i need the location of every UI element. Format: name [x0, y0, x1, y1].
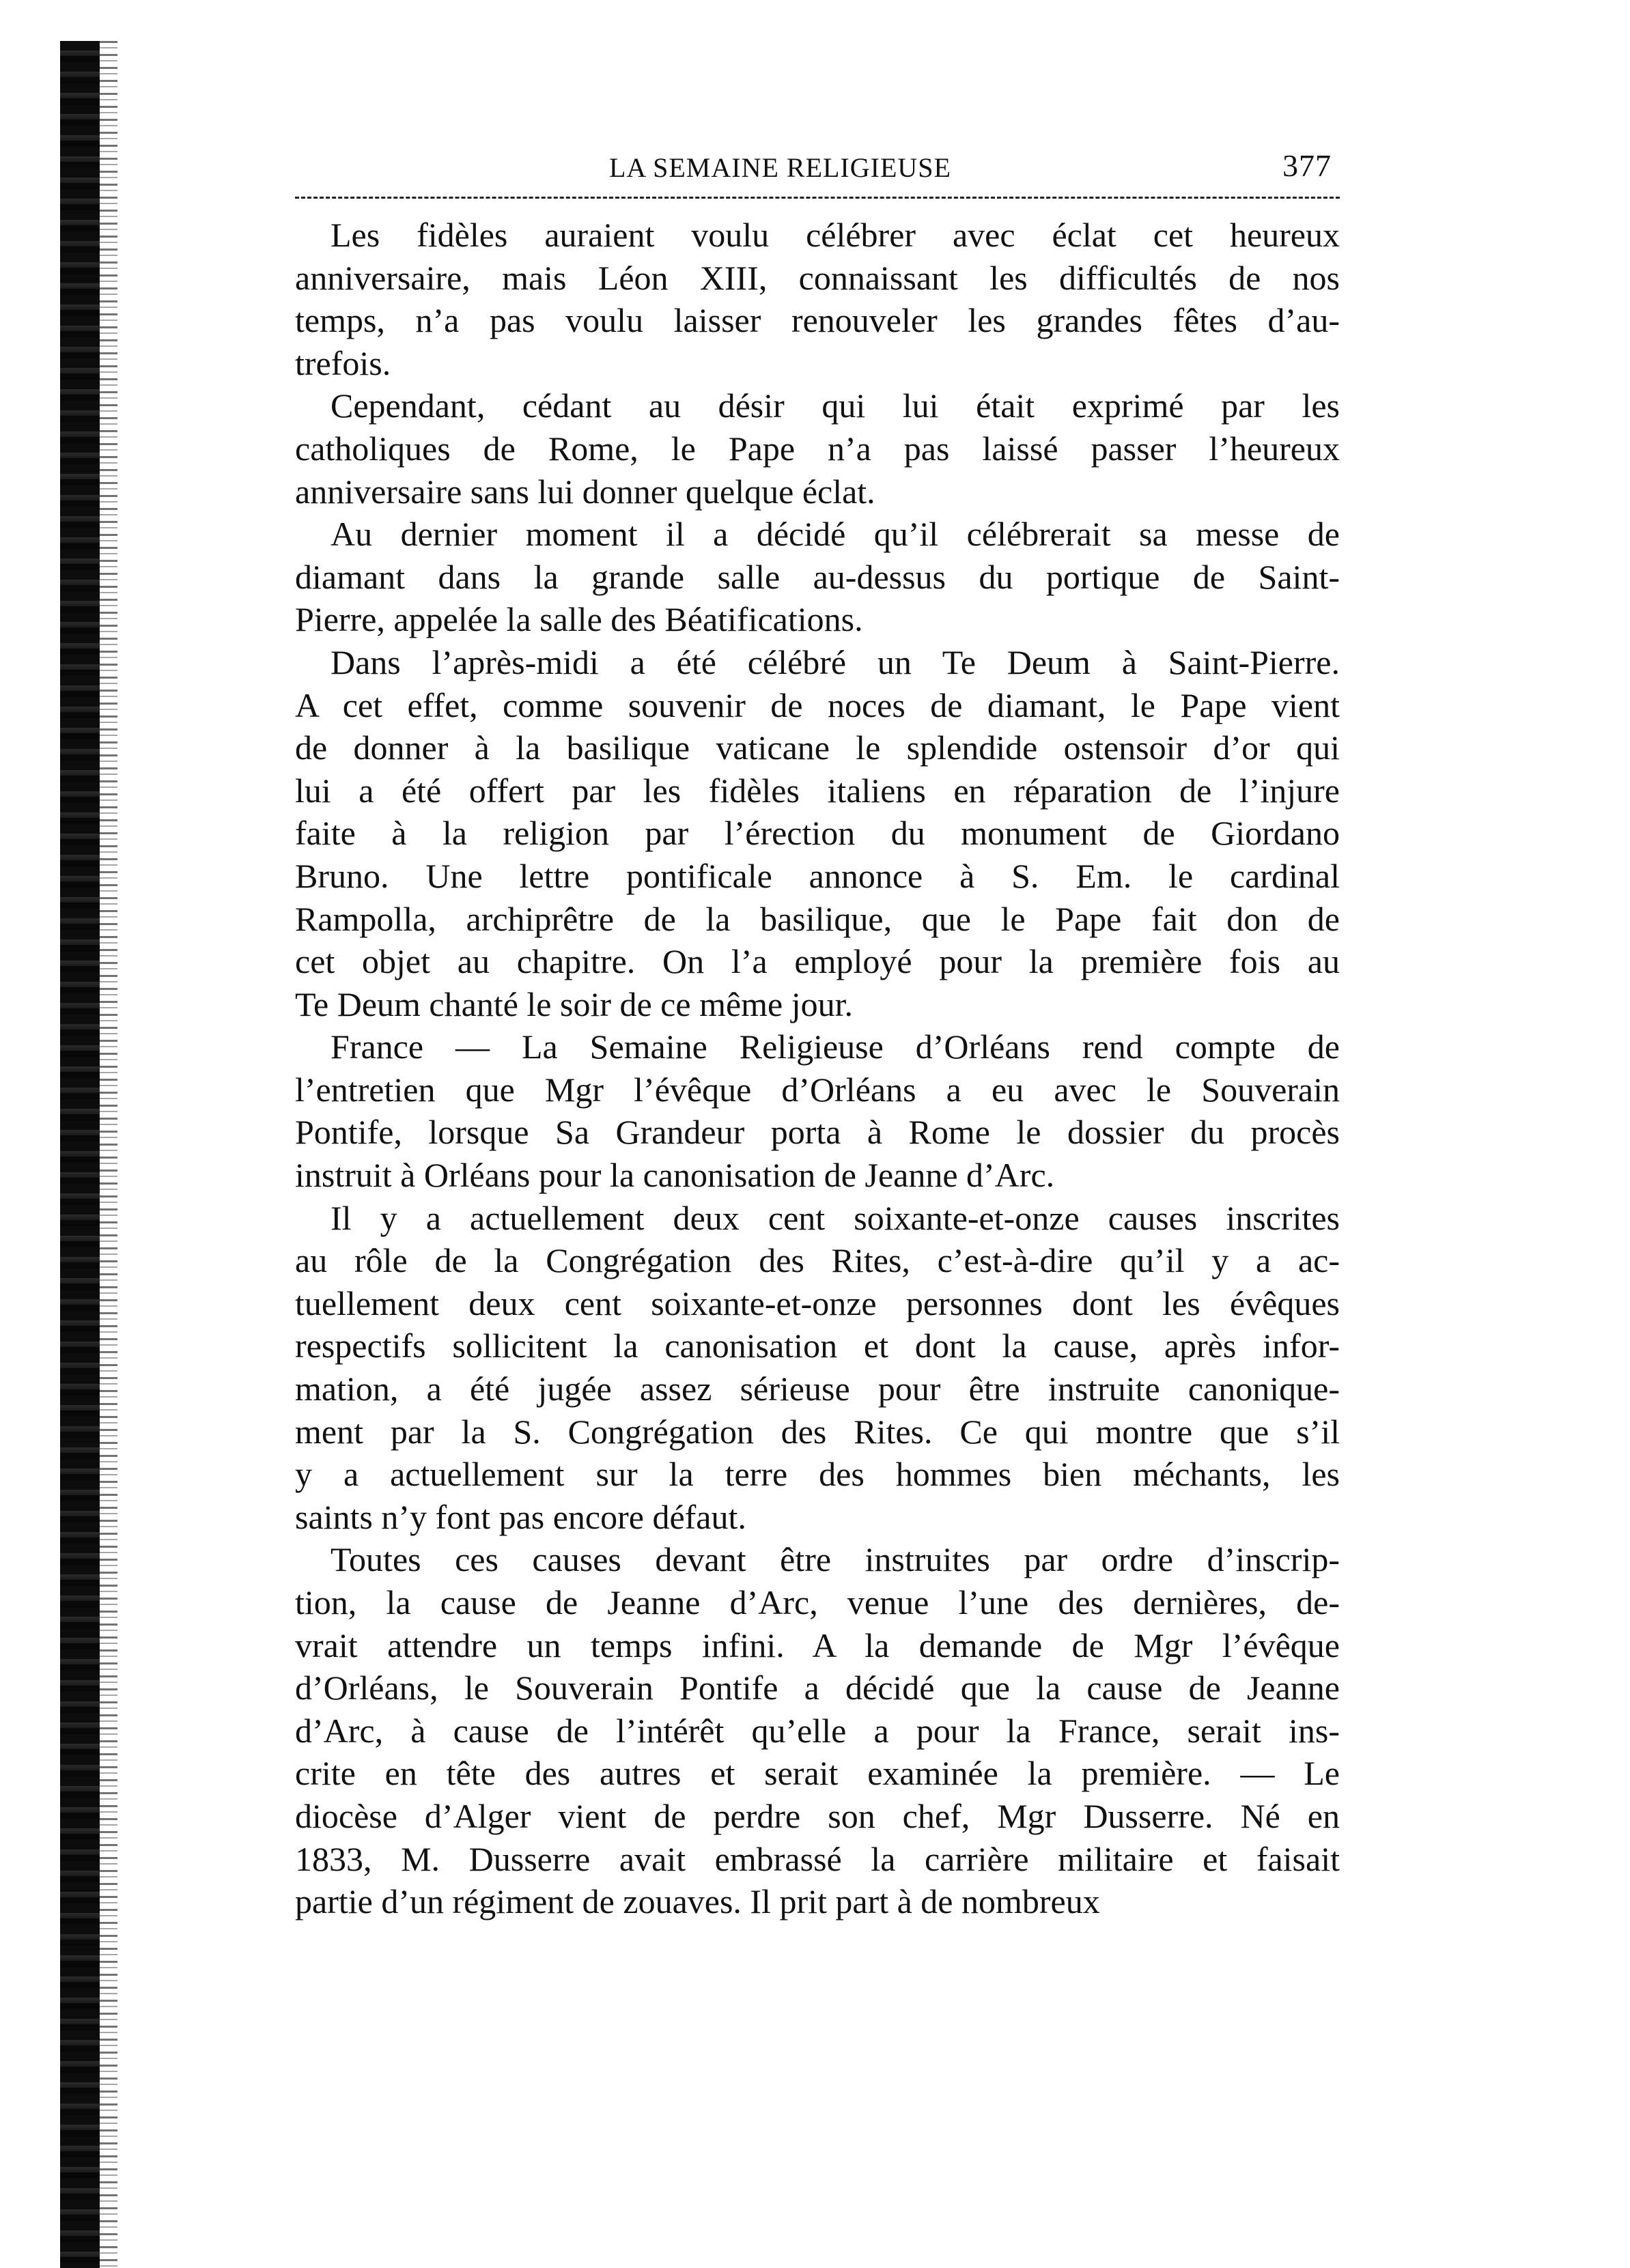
text-line: tion, la cause de Jeanne d’Arc, venue l’une des dernières, de-: [295, 1583, 1340, 1621]
paragraph: [295, 641, 1340, 1025]
header-rule: [295, 197, 1340, 199]
text-line: saints n’y font pas encore défaut.: [295, 1497, 746, 1536]
text-line: ment par la S. Congrégation des Rites. Ce qui montre que s’il: [295, 1412, 1340, 1451]
text-line: Dans l’après-midi a été célébré un Te Deum à Saint-Pierre.: [331, 642, 1340, 681]
text-line: partie d’un régiment de zouaves. Il prit part à de nombreux: [295, 1882, 1100, 1921]
paragraph: [295, 1538, 1340, 1923]
text-line: Bruno. Une lettre pontificale annonce à S. Em. le cardinal: [295, 856, 1340, 895]
text-line: faite à la religion par l’érection du monument de Giordano: [295, 814, 1340, 853]
text-line: d’Orléans, le Souverain Pontife a décidé que la cause de Jeanne: [295, 1669, 1340, 1707]
text-line: d’Arc, à cause de l’intérêt qu’elle a pour la France, serait ins-: [295, 1711, 1340, 1750]
text-line: France — La Semaine Religieuse d’Orléans rend compte de: [331, 1027, 1340, 1066]
text-line: A cet effet, comme souvenir de noces de diamant, le Pape vient: [295, 685, 1340, 724]
page-binding-edge: [60, 41, 100, 2268]
text-line: au rôle de la Congrégation des Rites, c’est-à-dire qu’il y a ac-: [295, 1241, 1340, 1280]
text-line: Rampolla, archiprêtre de la basilique, que le Pape fait don de: [295, 899, 1340, 938]
text-line: tuellement deux cent soixante-et-onze personnes dont les évêques: [295, 1284, 1340, 1322]
text-line: Au dernier moment il a décidé qu’il célébrerait sa messe de: [331, 515, 1340, 554]
text-line: mation, a été jugée assez sérieuse pour être instruite canonique-: [295, 1370, 1340, 1408]
text-line: cet objet au chapitre. On l’a employé pour la première fois au: [295, 942, 1340, 981]
paragraph: [295, 1197, 1340, 1539]
text-line: diocèse d’Alger vient de perdre son chef, Mgr Dusserre. Né en: [295, 1796, 1340, 1835]
text-line: temps, n’a pas voulu laisser renouveler les grandes fêtes d’au-: [295, 301, 1340, 340]
paragraph: [295, 1025, 1340, 1196]
paragraph: [295, 384, 1340, 513]
running-head: [295, 143, 1340, 191]
text-line: anniversaire, mais Léon XIII, connaissant les difficultés de nos: [295, 258, 1340, 297]
text-line: Les fidèles auraient voulu célébrer avec éclat cet heureux: [331, 216, 1340, 254]
running-head-title: LA SEMAINE RELIGIEUSE: [609, 152, 951, 183]
text-line: Pontife, lorsque Sa Grandeur porta à Rome le dossier du procès: [295, 1113, 1340, 1152]
paragraph: [295, 513, 1340, 641]
text-line: diamant dans la grande salle au-dessus du portique de Saint-: [295, 557, 1340, 596]
text-line: lui a été offert par les fidèles italiens en réparation de l’injure: [295, 771, 1340, 810]
text-line: Cependant, cédant au désir qui lui était exprimé par les: [331, 386, 1340, 425]
text-line: Pierre, appelée la salle des Béatifications.: [295, 600, 863, 639]
text-line: 1833, M. Dusserre avait embrassé la carrière militaire et faisait: [295, 1839, 1340, 1878]
text-line: Toutes ces causes devant être instruites par ordre d’inscrip-: [331, 1540, 1340, 1579]
text-line: Il y a actuellement deux cent soixante-et-onze causes inscrites: [331, 1198, 1340, 1237]
text-line: instruit à Orléans pour la canonisation de Jeanne d’Arc.: [295, 1156, 1055, 1195]
text-line: trefois.: [295, 343, 391, 382]
page-number: 377: [1282, 148, 1332, 183]
text-line: de donner à la basilique vaticane le splendide ostensoir d’or qui: [295, 728, 1340, 767]
text-line: crite en tête des autres et serait examinée la première. — Le: [295, 1754, 1340, 1793]
paragraph: [295, 214, 1340, 384]
text-line: y a actuellement sur la terre des hommes bien méchants, les: [295, 1455, 1340, 1494]
body-text: [295, 214, 1340, 1923]
text-line: anniversaire sans lui donner quelque éclat.: [295, 472, 875, 511]
text-line: respectifs sollicitent la canonisation et dont la cause, après infor-: [295, 1327, 1340, 1365]
text-line: Te Deum chanté le soir de ce même jour.: [295, 984, 854, 1023]
text-line: l’entretien que Mgr l’évêque d’Orléans a eu avec le Souverain: [295, 1070, 1340, 1109]
text-line: catholiques de Rome, le Pape n’a pas laissé passer l’heureux: [295, 429, 1340, 468]
text-line: vrait attendre un temps infini. A la demande de Mgr l’évêque: [295, 1626, 1340, 1664]
book-page: [295, 143, 1340, 1923]
